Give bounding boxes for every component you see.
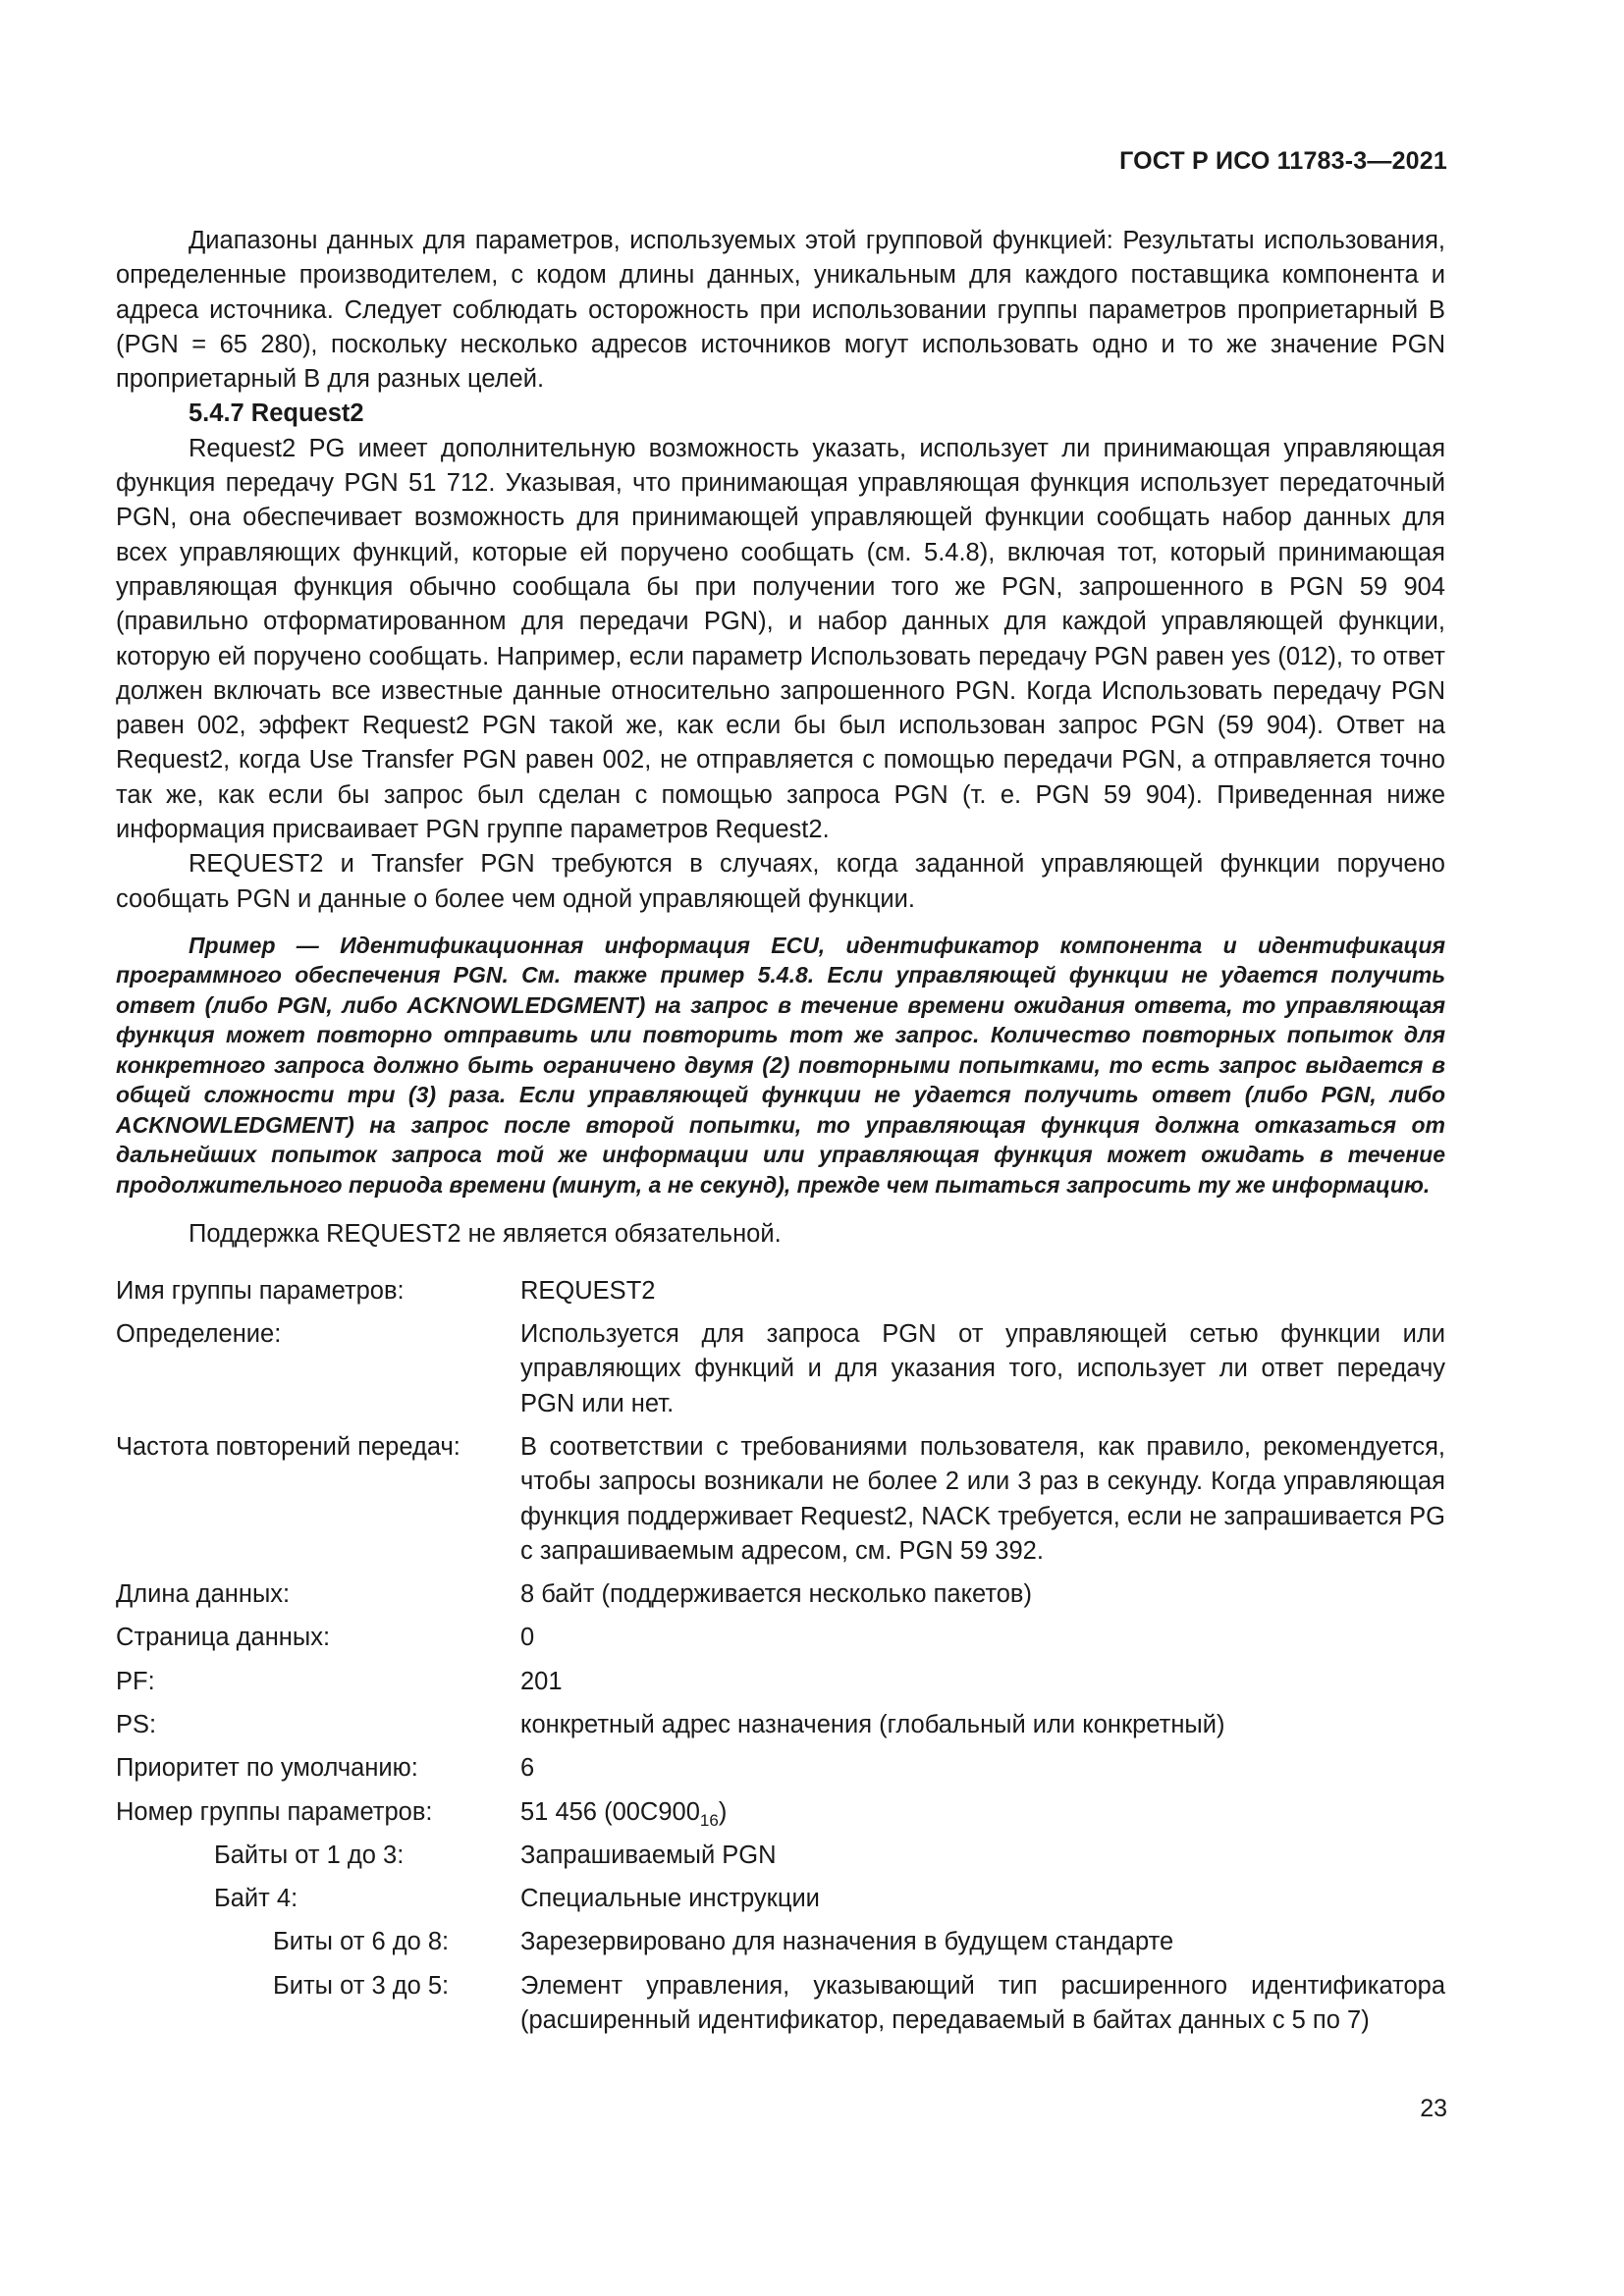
definition-row xyxy=(116,1925,1445,1959)
definition-row xyxy=(116,1882,1445,1916)
definition-value: Элемент управления, указывающий тип расширенного идентификатора (расширенный идентификатор, передаваемый в байтах данных с 5 по 7) xyxy=(520,1971,1445,2035)
definition-value: Специальные инструкции xyxy=(520,1885,820,1913)
definition-row xyxy=(116,1795,1445,1830)
definition-row xyxy=(116,1621,1445,1655)
definition-row xyxy=(116,1430,1445,1569)
paragraph-request2-transfer: REQUEST2 и Transfer PGN требуются в случаях, когда заданной управляющей функции поручено сообщать PGN и данные о более чем одной управляющей функции. xyxy=(116,850,1445,913)
definition-label: Байт 4: xyxy=(214,1885,298,1913)
paragraph-support: Поддержка REQUEST2 не является обязательной. xyxy=(189,1220,782,1249)
example-note: Пример — Идентификационная информация ECU, идентификатор компонента и идентификация программного обеспечения PGN. См. также пример 5.4.8. Если управляющей функции не удается получить ответ (либо PGN, либо ACKNOWLEDGMENT) на запрос в течение времени ожидания ответа, то управляющая функция может повторно отправить или повторить тот же запрос. Количество повторных попыток для конкретного запроса должно быть ограничено двумя (2) повторными попытками, то есть запрос выдается в общей сложности три (3) раза. Если управляющей функции не удается получить ответ (либо PGN, либо ACKNOWLEDGMENT) на запрос после второй попытки, то управляющая функция должна отказаться от дальнейших попыток запроса той же информации или управляющая функция может ожидать в течение продолжительного периода времени (минут, а не секунд), прежде чем пытаться запросить ту же информацию. xyxy=(116,932,1445,1198)
definition-row xyxy=(116,1665,1445,1699)
paragraph-request2-description: Request2 PG имеет дополнительную возможность указать, использует ли принимающая управляющая функция передачу PGN 51 712. Указывая, что принимающая управляющая функция использует передаточный PGN, она обеспечивает возможность для принимающей управляющей функции сообщать набор данных для всех управляющих функций, которые ей поручено сообщать (см. 5.4.8), включая тот, который принимающая управляющая функция обычно сообщала бы при получении того же PGN, запрошенного в PGN 59 904 (правильно отформатированном для передачи PGN), и набор данных для каждой управляющей функции, которую ей поручено сообщать. Например, если параметр Использовать передачу PGN равен yes (012), то ответ должен включать все известные данные относительно запрошенного PGN. Когда Использовать передачу PGN равен 002, эффект Request2 PGN такой же, как если бы был использован запрос PGN (59 904). Ответ на Request2, когда Use Transfer PGN равен 002, не отправляется с помощью передачи PGN, а отправляется точно так же, как если бы запрос был сделан с помощью запроса PGN (т. е. PGN 59 904). Приведенная ниже информация присваивает PGN группе параметров Request2. xyxy=(116,434,1445,844)
definition-value: Запрашиваемый PGN xyxy=(520,1841,777,1869)
definition-value: 201 xyxy=(520,1667,563,1695)
definition-label: Имя группы параметров: xyxy=(116,1276,405,1305)
definition-label: Биты от 6 до 8: xyxy=(273,1928,450,1956)
definition-value: Зарезервировано для назначения в будущем стандарте xyxy=(520,1928,1174,1956)
definition-label: Определение: xyxy=(116,1320,282,1349)
definition-label: Номер группы параметров: xyxy=(116,1797,433,1826)
definition-label: Частота повторений передач: xyxy=(116,1432,460,1461)
section-heading: 5.4.7 Request2 xyxy=(189,400,364,428)
definition-row xyxy=(116,1969,1445,2039)
definition-label: Биты от 3 до 5: xyxy=(273,1971,450,2000)
definition-value xyxy=(520,1795,1445,1830)
definition-row xyxy=(116,1577,1445,1612)
definition-label: Байты от 1 до 3: xyxy=(214,1841,405,1869)
definition-row xyxy=(116,1751,1445,1786)
page-number: 23 xyxy=(1420,2095,1447,2122)
definition-value: В соответствии с требованиями пользователя, как правило, рекомендуется, чтобы запросы возникали не более 2 или 3 раз в секунду. Когда управляющая функция поддерживает Request2, NACK требуется, если не запрашивается PG с запрашиваемым адресом, см. PGN 59 392. xyxy=(520,1432,1445,1565)
definition-label: Длина данных: xyxy=(116,1580,291,1609)
definition-value: 0 xyxy=(520,1624,535,1652)
definition-row xyxy=(116,1274,1445,1308)
definition-label: Приоритет по умолчанию: xyxy=(116,1754,418,1783)
definition-label: PF: xyxy=(116,1667,155,1695)
definition-row xyxy=(116,1317,1445,1421)
pgn-value: 51 456 (00C900 xyxy=(520,1797,700,1826)
definition-value: REQUEST2 xyxy=(520,1276,656,1305)
definition-label: PS: xyxy=(116,1711,157,1738)
definition-list xyxy=(116,1274,1445,2039)
definition-value: конкретный адрес назначения (глобальный или конкретный) xyxy=(520,1711,1225,1738)
pgn-value-tail: ) xyxy=(718,1797,728,1826)
definition-label: Страница данных: xyxy=(116,1624,331,1652)
definition-value: 8 байт (поддерживается несколько пакетов) xyxy=(520,1580,1032,1609)
definition-value: Используется для запроса PGN от управляющей сетью функции или управляющих функций и для указания того, использует ли ответ передачу PGN или нет. xyxy=(520,1320,1445,1417)
definition-row xyxy=(116,1839,1445,1873)
document-body xyxy=(116,224,1445,2047)
hex-subscript: 16 xyxy=(699,1810,719,1830)
definition-row xyxy=(116,1708,1445,1742)
document-header: ГОСТ Р ИСО 11783-3—2021 xyxy=(1119,147,1447,175)
definition-value: 6 xyxy=(520,1754,535,1783)
paragraph-data-ranges: Диапазоны данных для параметров, используемых этой групповой функцией: Результаты использования, определенные производителем, с кодом длины данных, уникальным для каждого поставщика компонента и адреса источника. Следует соблюдать осторожность при использовании группы параметров проприетарный В (PGN = 65 280), поскольку несколько адресов источников могут использовать одно и то же значение PGN проприетарный В для разных целей. xyxy=(116,227,1445,394)
